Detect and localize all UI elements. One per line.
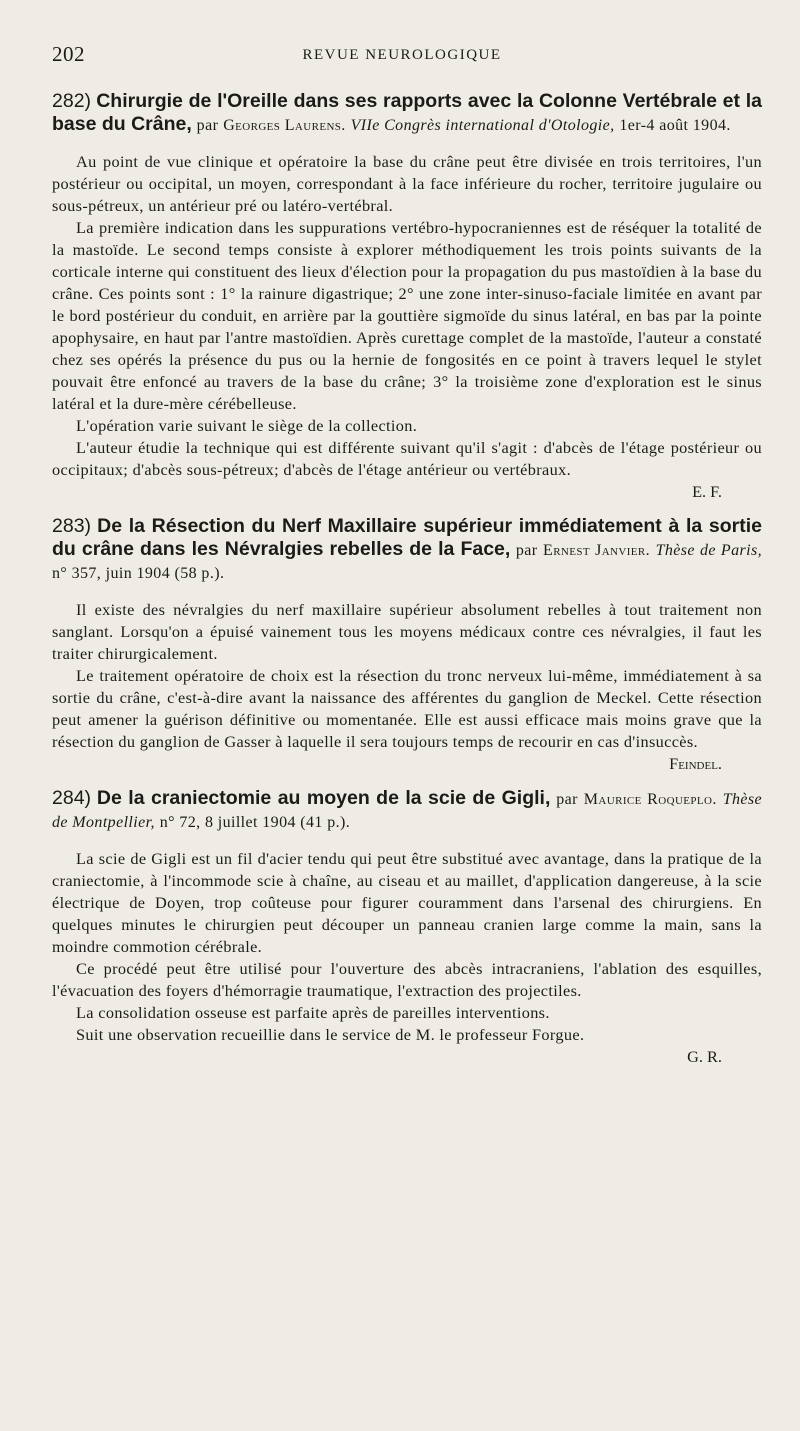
article-heading xyxy=(52,90,762,137)
citation-by: par xyxy=(196,117,219,134)
article-author: Ernest Janvier. xyxy=(543,542,651,559)
article-date: n° 357, juin 1904 (58 p.). xyxy=(52,565,225,582)
paragraph: La consolidation osseuse est parfaite après de pareilles interventions. xyxy=(76,1003,550,1022)
article-number: 284) xyxy=(52,787,92,809)
journal-title: REVUE NEUROLOGIQUE xyxy=(302,47,502,63)
article-title: De la Résection du Nerf Maxillaire supérieur immédiatement à la sortie du crâne dans les Névralgies rebelles de la Face, xyxy=(52,515,762,560)
page-content xyxy=(52,90,762,1080)
paragraph: L'auteur étudie la technique qui est différente suivant qu'il s'agit : d'abcès de l'étage postérieur ou occipitaux; d'abcès sous-pétreux; d'abcès de l'étage antérieur ou vertébraux. xyxy=(52,438,762,479)
article-venue: Thèse de Paris, xyxy=(655,542,763,559)
paragraph: Au point de vue clinique et opératoire la base du crâne peut être divisée en trois territoires, l'un postérieur ou occipital, un moyen, correspondant à la face inférieure du rocher, territoire jugulaire ou sous-pétreux, un antérieur pré ou latéro-vertébral. xyxy=(52,152,762,215)
article-venue: VIIe Congrès international d'Otologie, xyxy=(350,117,615,134)
article-282 xyxy=(52,90,762,503)
reviewer-signature: Feindel. xyxy=(669,754,722,773)
article-venue: Thèse de Montpellier, xyxy=(52,791,763,831)
article-heading xyxy=(52,787,762,834)
article-283 xyxy=(52,515,762,775)
article-heading xyxy=(52,515,762,585)
paragraph: Il existe des névralgies du nerf maxillaire supérieur absolument rebelles à tout traitement non sanglant. Lorsqu'on a épuisé vainement tous les moyens médicaux contre ces névralgies, il faut les traiter chirurgicalement. xyxy=(52,600,762,663)
article-number: 283) xyxy=(52,515,92,537)
running-head xyxy=(52,42,752,72)
article-284 xyxy=(52,787,762,1068)
paragraph: La scie de Gigli est un fil d'acier tendu qui peut être substitué avec avantage, dans la pratique de la craniectomie, à l'incommode scie à chaîne, au ciseau et au maillet, d'application dangereuse, à la scie électrique de Doyen, trop coûteuse pour figurer couramment dans l'arsenal des chirurgiens. En quelques minutes le chirurgien peut découper un panneau cranien large comme la main, sans la moindre commotion cérébrale. xyxy=(52,849,762,956)
article-date: n° 72, 8 juillet 1904 (41 p.). xyxy=(159,814,351,831)
article-date: 1er-4 août 1904. xyxy=(619,117,731,134)
reviewer-signature: E. F. xyxy=(692,482,722,501)
paragraph: La première indication dans les suppurations vertébro-hypocraniennes est de réséquer la totalité de la mastoïde. Le second temps consiste à explorer méthodiquement les trois points suivants de la corticale interne qui constituent des lieux d'élection pour la propagation du pus mastoïdien à la base du crâne. Ces points sont : 1° la rainure digastrique; 2° une zone inter-sinuso-faciale limitée en avant par le bord postérieur du conduit, en arrière par la gouttière sigmoïde du sinus latéral, en bas par la pointe apophysaire, en haut par l'antre mastoïdien. Après curettage complet de la mastoïde, l'auteur a constaté chez ses opérés la présence du pus ou la hernie de fongosités en ce point à travers lequel le stylet pouvait être enfoncé au travers de la base du crâne; 3° la troisième zone d'exploration est le sinus latéral et la dure-mère cérébelleuse. xyxy=(52,218,762,413)
article-number: 282) xyxy=(52,90,92,112)
article-author: Georges Laurens. xyxy=(223,117,346,134)
page-number: 202 xyxy=(52,42,85,66)
citation-by: par xyxy=(515,542,538,559)
paragraph: Ce procédé peut être utilisé pour l'ouverture des abcès intracraniens, l'ablation des esquilles, l'évacuation des foyers d'hémorragie traumatique, l'extraction des projectiles. xyxy=(52,959,762,1000)
paragraph: L'opération varie suivant le siège de la collection. xyxy=(76,416,418,435)
paragraph: Le traitement opératoire de choix est la résection du tronc nerveux lui-même, immédiatement à sa sortie du crâne, c'est-à-dire avant la naissance des afférentes du ganglion de Meckel. Cette résection peut amener la guérison définitive ou momentanée. Elle est aussi efficace mais moins grave que la résection du ganglion de Gasser à laquelle il sera toujours temps de recourir en cas d'insuccès. xyxy=(52,666,762,751)
article-title: Chirurgie de l'Oreille dans ses rapports avec la Colonne Vertébrale et la base du Crâne, xyxy=(52,90,763,135)
paragraph: Suit une observation recueillie dans le service de M. le professeur Forgue. xyxy=(76,1025,585,1044)
article-author: Maurice Roqueplo. xyxy=(583,791,717,808)
article-title: De la craniectomie au moyen de la scie de Gigli, xyxy=(96,787,551,809)
reviewer-signature: G. R. xyxy=(687,1047,722,1066)
citation-by: par xyxy=(556,791,578,808)
